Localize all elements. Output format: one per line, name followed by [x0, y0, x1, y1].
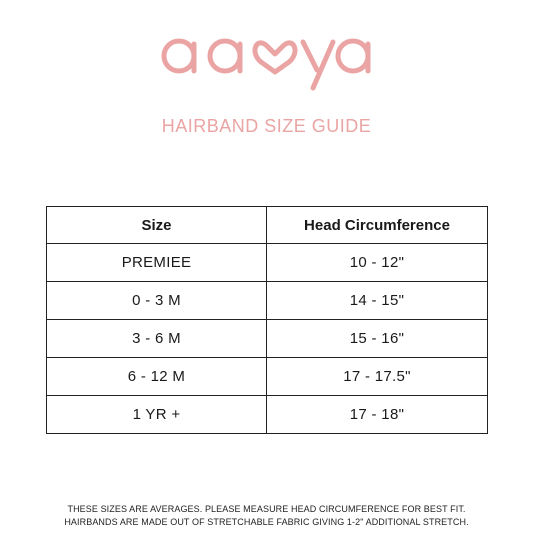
table-row	[47, 320, 488, 358]
size-cell: 1 YR +	[47, 396, 267, 434]
size-cell: PREMIEE	[47, 244, 267, 282]
circumference-cell: 14 - 15"	[267, 282, 488, 320]
circumference-cell: 17 - 18"	[267, 396, 488, 434]
circumference-cell: 15 - 16"	[267, 320, 488, 358]
aaya-logo-icon	[157, 22, 377, 92]
table-row	[47, 396, 488, 434]
size-guide-table	[46, 206, 488, 434]
table-row	[47, 244, 488, 282]
size-cell: 3 - 6 M	[47, 320, 267, 358]
footer-line-1: THESE SIZES ARE AVERAGES. PLEASE MEASURE HEAD CIRCUMFERENCE FOR BEST FIT.	[67, 504, 466, 514]
footer-note	[0, 503, 533, 529]
table-row	[47, 358, 488, 396]
size-cell: 0 - 3 M	[47, 282, 267, 320]
footer-line-2: HAIRBANDS ARE MADE OUT OF STRETCHABLE FABRIC GIVING 1-2" ADDITIONAL STRETCH.	[64, 517, 469, 527]
size-cell: 6 - 12 M	[47, 358, 267, 396]
brand-logo	[0, 22, 533, 92]
circumference-cell: 10 - 12"	[267, 244, 488, 282]
table-row	[47, 282, 488, 320]
circumference-cell: 17 - 17.5"	[267, 358, 488, 396]
table-header-row	[47, 207, 488, 244]
page-title: HAIRBAND SIZE GUIDE	[161, 116, 372, 136]
header-size: Size	[47, 207, 267, 244]
header-head-circumference: Head Circumference	[267, 207, 488, 244]
